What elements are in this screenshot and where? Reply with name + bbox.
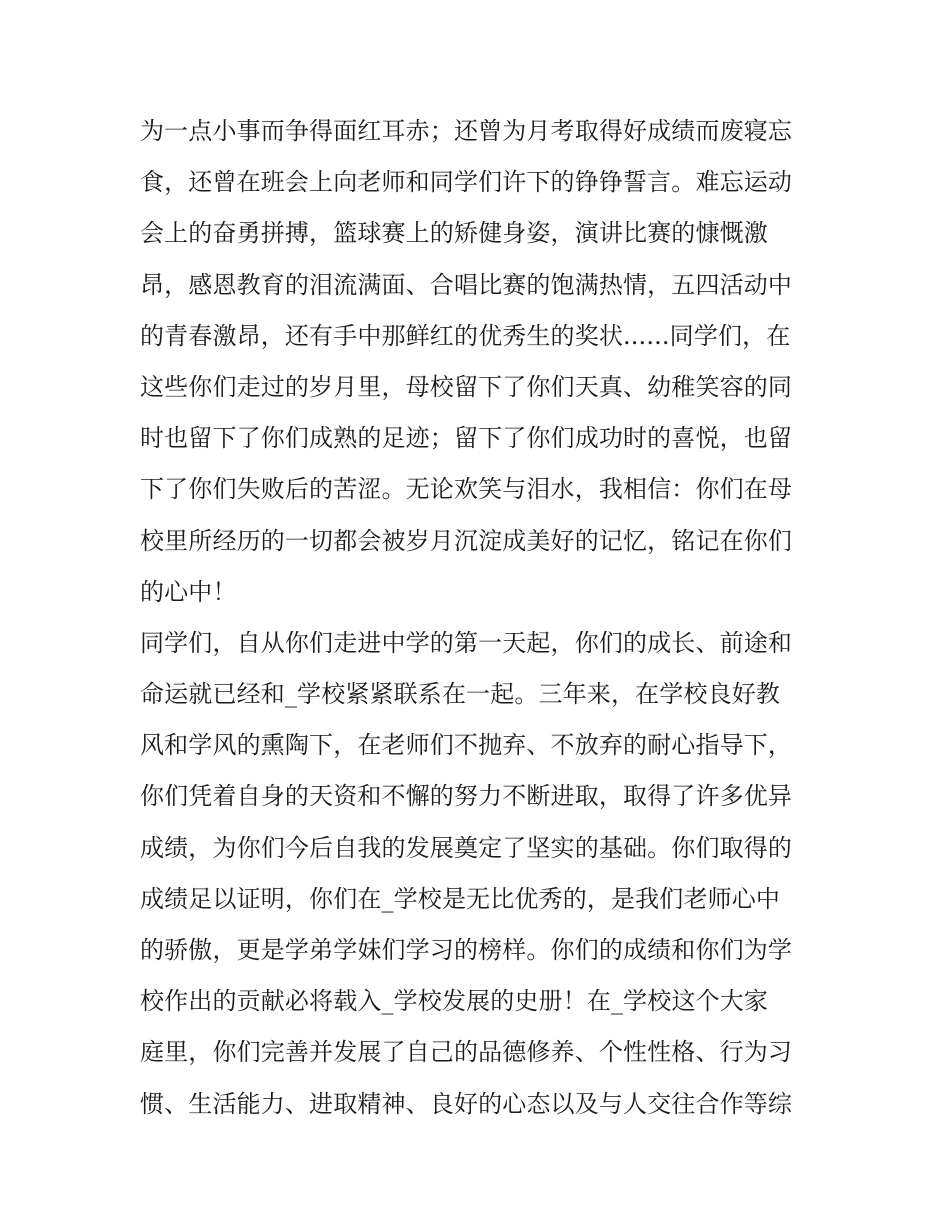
text-line: 成绩足以证明，你们在_学校是无比优秀的，是我们老师心中 — [140, 884, 781, 913]
text-line: 下了你们失败后的苦涩。无论欢笑与泪水，我相信：你们在母 — [140, 475, 793, 504]
text-line: 成绩，为你们今后自我的发展奠定了坚实的基础。你们取得的 — [140, 833, 793, 862]
text-line: 的青春激昂，还有手中那鲜红的优秀生的奖状......同学们，在 — [140, 321, 791, 350]
text-line: 校作出的贡献必将载入_学校发展的史册！在_学校这个大家 — [140, 987, 769, 1016]
text-line: 同学们，自从你们走进中学的第一天起，你们的成长、前途和 — [140, 628, 793, 657]
text-line: 庭里，你们完善并发展了自己的品德修养、个性性格、行为习 — [140, 1038, 793, 1067]
text-line: 的心中！ — [140, 577, 237, 606]
text-line: 会上的奋勇拼搏，篮球赛上的矫健身姿，演讲比赛的慷慨激 — [140, 219, 768, 248]
text-line: 你们凭着自身的天资和不懈的努力不断进取，取得了许多优异 — [140, 782, 793, 811]
text-line: 这些你们走过的岁月里，母校留下了你们天真、幼稚笑容的同 — [140, 372, 793, 401]
text-line: 风和学风的熏陶下，在老师们不抛弃、不放弃的耐心指导下， — [140, 731, 793, 760]
text-line: 校里所经历的一切都会被岁月沉淀成美好的记忆，铭记在你们 — [140, 526, 793, 555]
text-line: 的骄傲，更是学弟学妹们学习的榜样。你们的成绩和你们为学 — [140, 936, 793, 964]
text-line: 时也留下了你们成熟的足迹；留下了你们成功时的喜悦，也留 — [140, 424, 793, 453]
text-line: 惯、生活能力、进取精神、良好的心态以及与人交往合作等综 — [140, 1089, 793, 1118]
text-line: 食，还曾在班会上向老师和同学们许下的铮铮誓言。难忘运动 — [140, 168, 793, 197]
document-body — [140, 106, 820, 1130]
text-line: 为一点小事而争得面红耳赤；还曾为月考取得好成绩而废寝忘 — [140, 117, 793, 145]
text-line: 命运就已经和_学校紧紧联系在一起。三年来，在学校良好教 — [140, 680, 781, 709]
text-line: 昂，感恩教育的泪流满面、合唱比赛的饱满热情，五四活动中 — [140, 270, 793, 299]
